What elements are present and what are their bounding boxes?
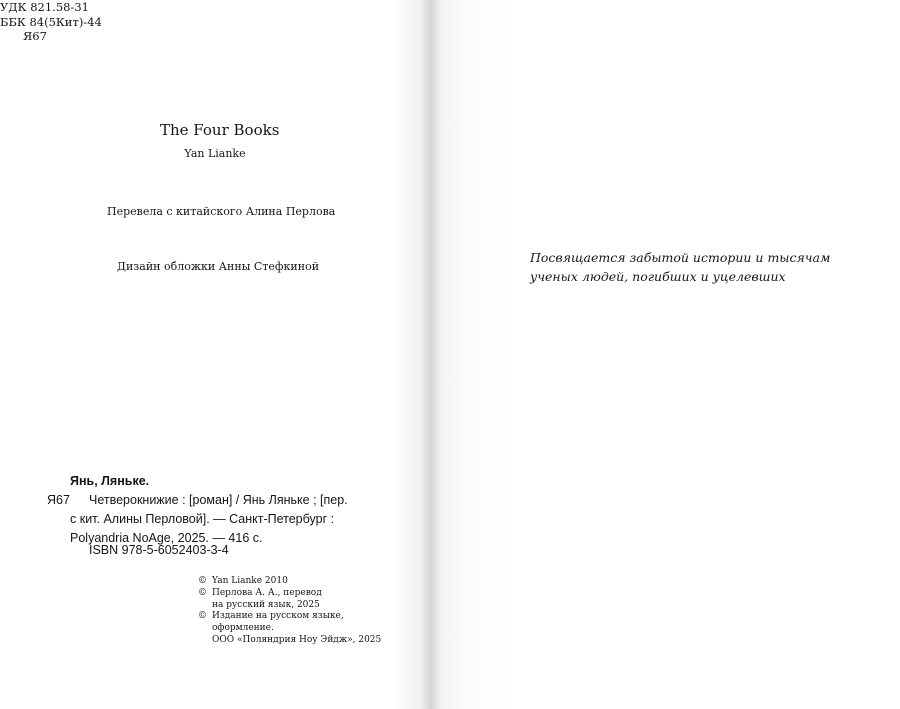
bbk-code: ББК 84(5Кит)-44 [0,14,102,29]
copyright-line: Издание на русском языке, [212,611,344,622]
catalog-codes [0,0,425,44]
copyright-symbol: © [198,611,207,622]
copyright-line: оформление. [212,623,274,634]
author-name: Yan Lianke [184,147,246,160]
copyright-line: Yan Lianke 2010 [212,576,288,586]
copyright-entry [198,611,381,646]
bibliographic-line: Четверокнижие : [роман] / Янь Ляньке ; [пер. [89,493,348,507]
bibliographic-line: Polyandria NoAge, 2025. — 416 с. [70,531,263,545]
bibliographic-heading: Янь, Ляньке. [70,474,150,488]
copyright-symbol: © [198,576,207,586]
translator-credit: Перевела с китайского Алина Перлова [107,205,336,218]
copyright-block [198,576,381,647]
copyright-symbol: © [198,587,207,598]
author-mark: Я67 [23,29,47,43]
bibliographic-code: Я67 [47,493,70,507]
dedication-line: ученых людей, погибших и уцелевших [530,269,786,284]
copyright-entry [198,576,381,588]
book-spine-gutter [395,0,515,709]
dedication-line: Посвящается забытой истории и тысячам [530,250,831,265]
copyright-entry [198,588,381,612]
dedication [530,248,830,286]
bibliographic-line: с кит. Алины Перловой]. — Санкт-Петербург : [70,512,335,526]
copyright-line: ООО «Поляндрия Ноу Эйдж», 2025 [212,634,382,645]
left-page [0,0,425,709]
copyright-line: Перлова А. А., перевод [212,587,322,598]
cover-design-credit: Дизайн обложки Анны Стефкиной [117,260,320,273]
udk-code: УДК 821.58-31 [0,0,89,14]
book-title: The Four Books [160,121,280,139]
copyright-line: на русский язык, 2025 [212,599,320,610]
isbn: ISBN 978-5-6052403-3-4 [89,543,229,557]
